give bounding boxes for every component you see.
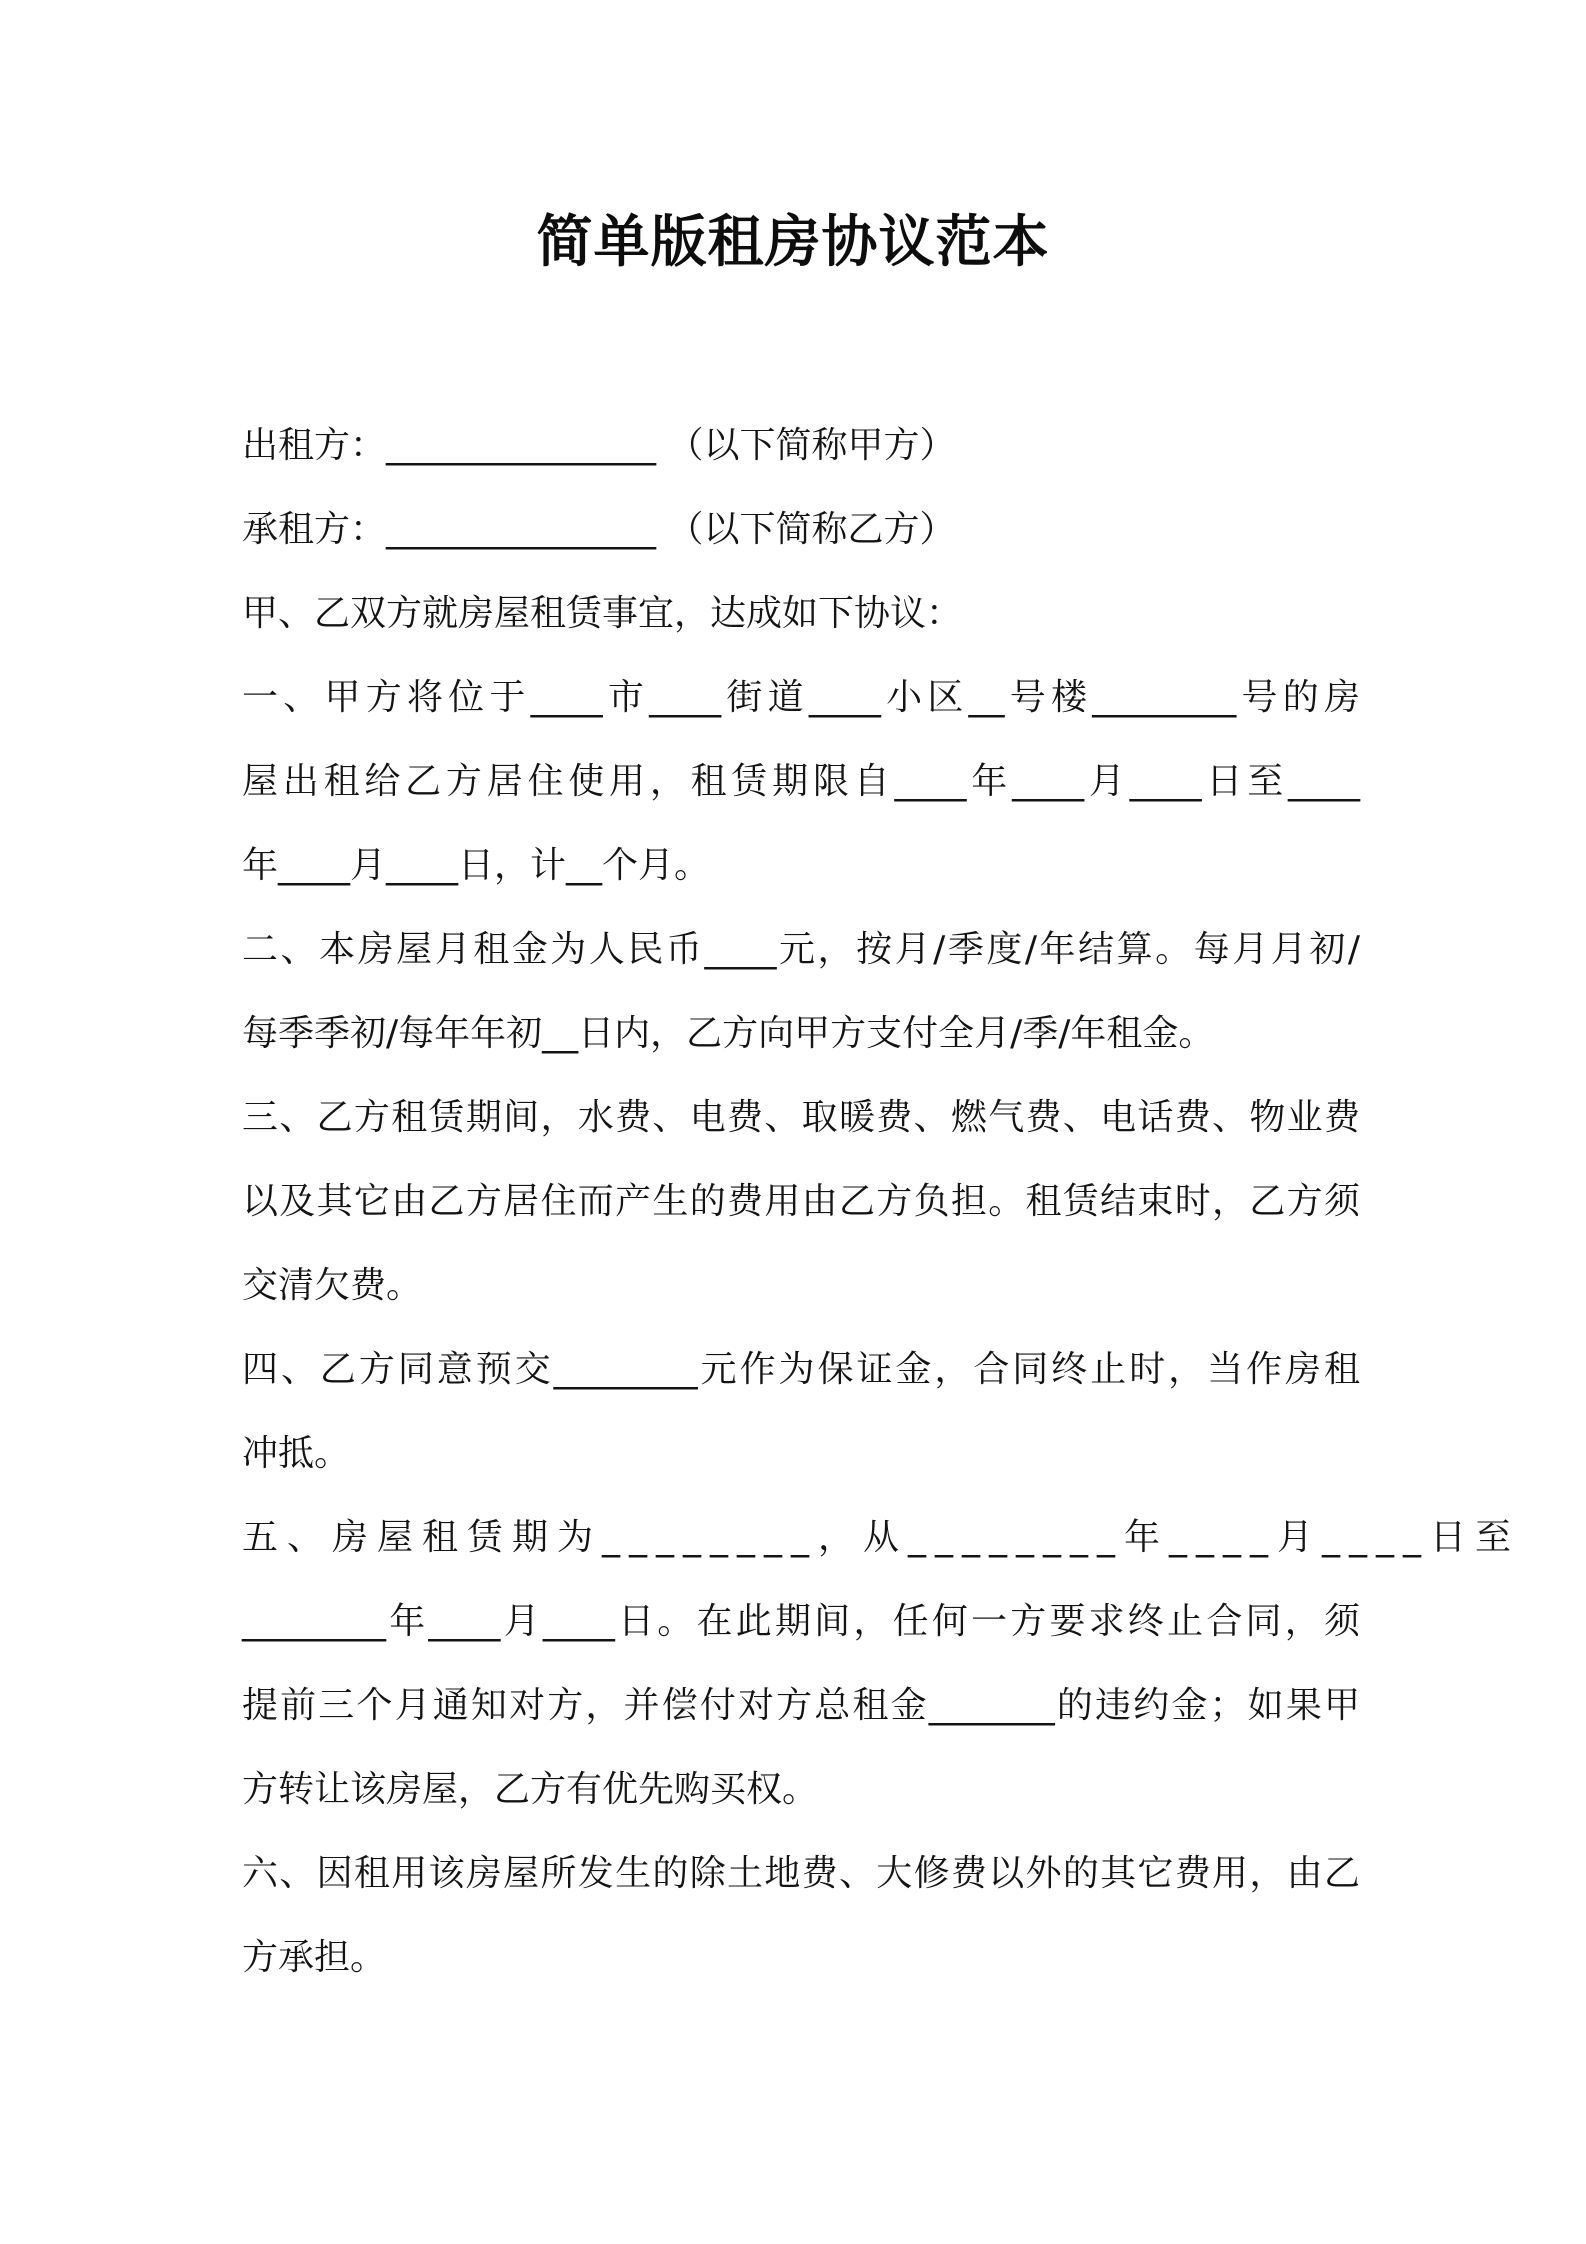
clause-2-line-2: 每季季初/每年年初__日内，乙方向甲方支付全月/季/年租金。: [242, 1013, 1215, 1054]
clause-1-line-2: 屋出租给乙方居住使用，租赁期限自____年____月____日至____: [242, 761, 1360, 802]
clause-4-line-2: 冲抵。: [242, 1433, 351, 1474]
clause-5-line-2: ________年____月____日。在此期间，任何一方要求终止合同，须: [242, 1601, 1360, 1642]
document-title: 简单版租房协议范本: [536, 210, 1050, 275]
clause-1-line-1: 一、甲方将位于____市____街道____小区__号楼________号的房: [242, 677, 1360, 718]
lessor-line: 出租方：_______________ （以下简称甲方）: [242, 425, 956, 466]
clause-1-line-3: 年____月____日，计__个月。: [242, 845, 711, 886]
clause-6-line-1: 六、因租用该房屋所发生的除土地费、大修费以外的其它费用，由乙: [242, 1853, 1360, 1894]
clause-4-line-1: 四、乙方同意预交________元作为保证金，合同终止时，当作房租: [242, 1349, 1360, 1390]
clause-3-line-3: 交清欠费。: [242, 1265, 423, 1306]
clause-5-line-4: 方转让该房屋，乙方有优先购买权。: [242, 1769, 819, 1810]
lessee-line: 承租方：_______________ （以下简称乙方）: [242, 509, 956, 550]
document-body: [242, 404, 1521, 2000]
clause-3-line-2: 以及其它由乙方居住而产生的费用由乙方负担。租赁结束时，乙方须: [242, 1181, 1360, 1222]
agreement-intro-line: 甲、乙双方就房屋租赁事宜，达成如下协议：: [242, 593, 963, 634]
clause-6-line-2: 方承担。: [242, 1937, 387, 1978]
clause-5-line-1: 五、房屋租赁期为________，从________年____月____日至: [242, 1517, 1521, 1558]
clause-2-line-1: 二、本房屋月租金为人民币____元，按月/季度/年结算。每月月初/: [242, 929, 1360, 970]
clause-5-line-3: 提前三个月通知对方，并偿付对方总租金_______的违约金；如果甲: [242, 1685, 1360, 1726]
clause-3-line-1: 三、乙方租赁期间，水费、电费、取暖费、燃气费、电话费、物业费: [242, 1097, 1360, 1138]
